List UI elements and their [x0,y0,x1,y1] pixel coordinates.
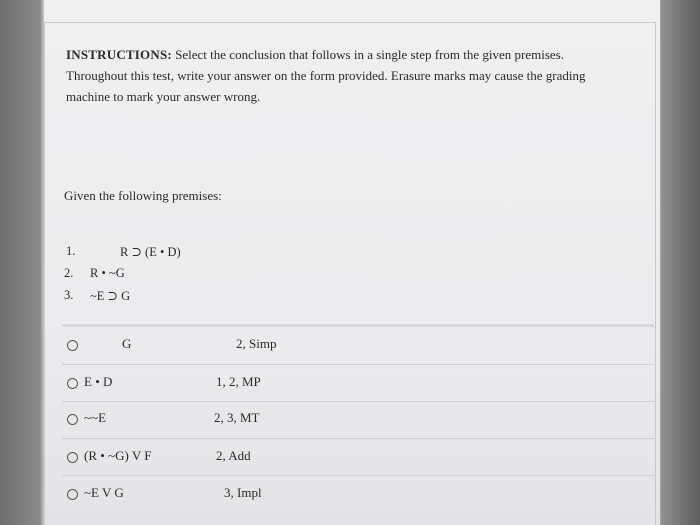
answer-option-5[interactable] [62,479,654,513]
option-justification: 2, 3, MT [214,410,260,425]
option-justification: 2, Add [216,448,251,463]
radio-button[interactable] [67,414,78,425]
premise-expression: R ⊃ (E • D) [120,245,181,259]
question-sheet [44,0,660,525]
option-justification: 3, Impl [224,485,262,500]
divider [62,364,654,365]
divider [62,324,654,327]
radio-button[interactable] [67,378,78,389]
divider [62,438,654,439]
divider [62,475,654,476]
divider [62,401,654,402]
answer-option-3[interactable] [62,404,654,438]
given-label: Given the following premises: [64,188,222,203]
instructions-text-3: machine to mark your answer wrong. [66,89,261,104]
instructions-text-2: Throughout this test, write your answer on the form provided. Erasure marks may cause the grading [66,68,586,83]
option-conclusion: G [122,336,132,351]
instructions [66,44,636,107]
premise-number: 2. [64,266,74,280]
instructions-line-1 [66,44,636,65]
instructions-text-1: Select the conclusion that follows in a single step from the given premises. [171,47,564,62]
premise-number: 3. [64,288,74,302]
answer-option-1[interactable] [62,330,654,364]
answer-option-2[interactable] [62,368,654,402]
radio-button[interactable] [67,489,78,500]
option-conclusion: (R • ~G) V F [84,448,152,463]
option-justification: 2, Simp [236,336,277,351]
answer-option-4[interactable] [62,442,654,476]
option-conclusion: ~E V G [84,485,124,500]
radio-button[interactable] [67,340,78,351]
radio-button[interactable] [67,452,78,463]
premise-expression: R • ~G [90,266,125,280]
premise-expression: ~E ⊃ G [90,289,131,303]
option-conclusion: ~~E [84,410,107,425]
option-justification: 1, 2, MP [216,374,261,389]
instructions-heading: INSTRUCTIONS: [66,47,172,62]
premise-number: 1. [66,244,76,258]
option-conclusion: E • D [84,374,113,389]
